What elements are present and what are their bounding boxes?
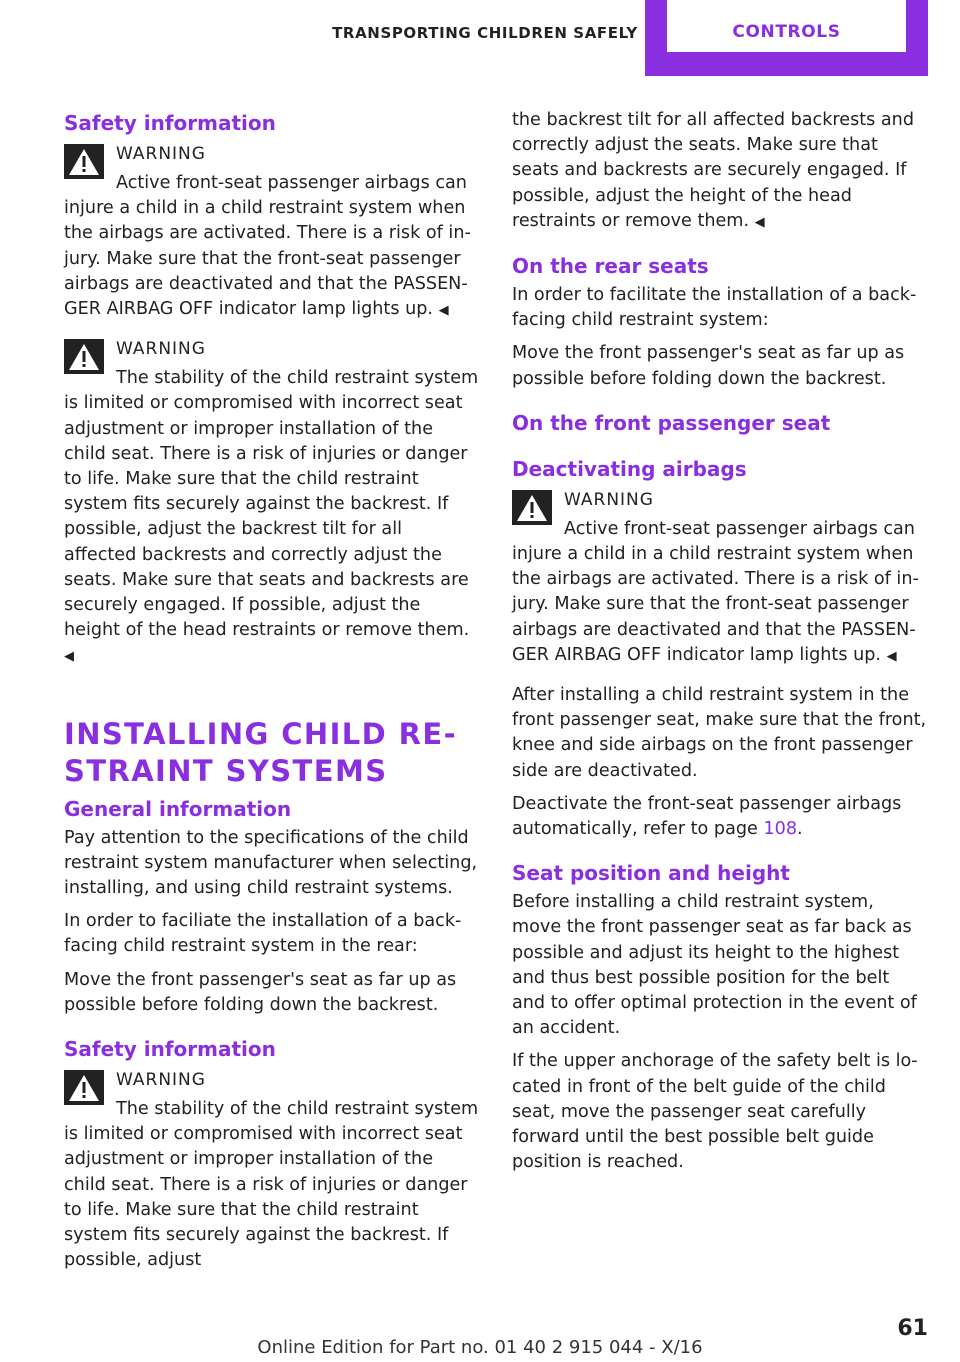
warning-triangle-icon: [64, 144, 104, 179]
end-marker: ◀: [438, 303, 449, 319]
warning-text: Active front-seat passenger airbags can injure a child in a child restraint system when the airbags are activated. There is a risk of injury. Make sure that the front-seat passenger airbags are deactivated and that the PASSENGER AIRBAG OFF indicator lamp lights up. ◀: [64, 173, 471, 320]
paragraph-page-reference: Deactivate the front-seat passenger airbags automatically, refer to page 108.: [512, 793, 902, 840]
end-marker: ◀: [886, 648, 897, 664]
heading-on-the-front-passenger-seat: On the front passenger seat: [512, 410, 831, 435]
warning-text: Active front-seat passenger airbags can injure a child in a child restraint system when the airbags are activated. There is a risk of injury. Make sure that the front-seat passenger airbags are deactivated and that the PASSENGER AIRBAG OFF indicator lamp lights up. ◀: [512, 518, 919, 665]
warning-triangle-icon: [64, 1070, 104, 1105]
left-column: [64, 108, 479, 1288]
heading-safety-information-2: Safety information: [64, 1037, 276, 1062]
warning-block-4: [512, 488, 927, 669]
heading-on-the-rear-seats: On the rear seats: [512, 254, 709, 279]
paragraph: Before installing a child restraint system, move the front passenger seat as far back as possible and adjust its height to the highest and thus best possible position for the belt and to offer optimal protection in the event of an accident.: [512, 892, 917, 1039]
warning-label: WARNING: [116, 339, 206, 360]
chapter-tab[interactable]: [645, 0, 928, 76]
warning-label: WARNING: [564, 489, 654, 510]
page-number: 61: [897, 1316, 928, 1341]
section-title: TRANSPORTING CHILDREN SAFELY: [332, 24, 638, 42]
paragraph: In order to faciliate the installation of a backfacing child restraint system in the rear:: [64, 911, 462, 957]
paragraph: If the upper anchorage of the safety belt is located in front of the belt guide of the child seat, move the passenger seat carefully forward until the best possible belt guide position is reached.: [512, 1051, 918, 1173]
warning-triangle-icon: [512, 490, 552, 525]
paragraph: Move the front passenger's seat as far up as possible before folding down the backrest.: [512, 343, 905, 389]
page-link[interactable]: 108: [763, 819, 798, 840]
warning-text: The stability of the child restraint system is limited or compromised with incorrect seat adjustment or improper installation of the child seat. There is a risk of injuries or danger to life. Make sure that the child restraint system fits securely against the backrest. If possible, adjust the backrest tilt for all affected backrests and correctly adjust the seats. Make sure that seats and backrests are securely engaged. If possible, adjust the height of the head restraints or remove them. ◀: [64, 368, 479, 665]
warning-block-3: [64, 1068, 479, 1273]
heading-deactivating-airbags: Deactivating airbags: [512, 456, 747, 481]
heading-installing-child-restraint-systems: INSTALLING CHILD RESTRAINT SYSTEMS: [64, 716, 456, 788]
warning-triangle-icon: [64, 339, 104, 374]
paragraph-continued: the backrest tilt for all affected backrests and correctly adjust the seats. Make sure that seats and backrests are securely engaged. If possible, adjust the height of the head restraints or remove them. ◀: [512, 110, 914, 231]
heading-general-information: General information: [64, 796, 292, 821]
paragraph: After installing a child restraint system in the front passenger seat, make sure that the front, knee and side airbags on the front passenger side are deactivated.: [512, 685, 927, 781]
footer-edition: Online Edition for Part no. 01 40 2 915 044 - X/16: [257, 1337, 703, 1358]
paragraph: Move the front passenger's seat as far up as possible before folding down the backrest.: [64, 969, 457, 1015]
heading-safety-information: Safety information: [64, 111, 276, 135]
warning-block-2: [64, 337, 479, 669]
paragraph: In order to facilitate the installation of a backfacing child restraint system:: [512, 285, 917, 331]
end-marker: ◀: [754, 214, 765, 230]
chapter-tab-inner: [667, 0, 906, 52]
warning-text: The stability of the child restraint system is limited or compromised with incorrect seat adjustment or improper installation of the child seat. There is a risk of injuries or danger to life. Make sure that the child restraint system fits securely against the backrest. If possible, adjust: [64, 1099, 479, 1271]
warning-label: WARNING: [116, 144, 206, 164]
heading-seat-position-and-height: Seat position and height: [512, 861, 790, 886]
right-column: [512, 108, 927, 1184]
warning-block-1: [64, 142, 479, 323]
warning-label: WARNING: [116, 1070, 206, 1091]
end-marker: ◀: [64, 649, 74, 665]
paragraph: Pay attention to the specifications of the child restraint system manufacturer when selecting, installing, and using child restraint systems.: [64, 827, 478, 899]
chapter-tab-label: CONTROLS: [732, 22, 841, 42]
